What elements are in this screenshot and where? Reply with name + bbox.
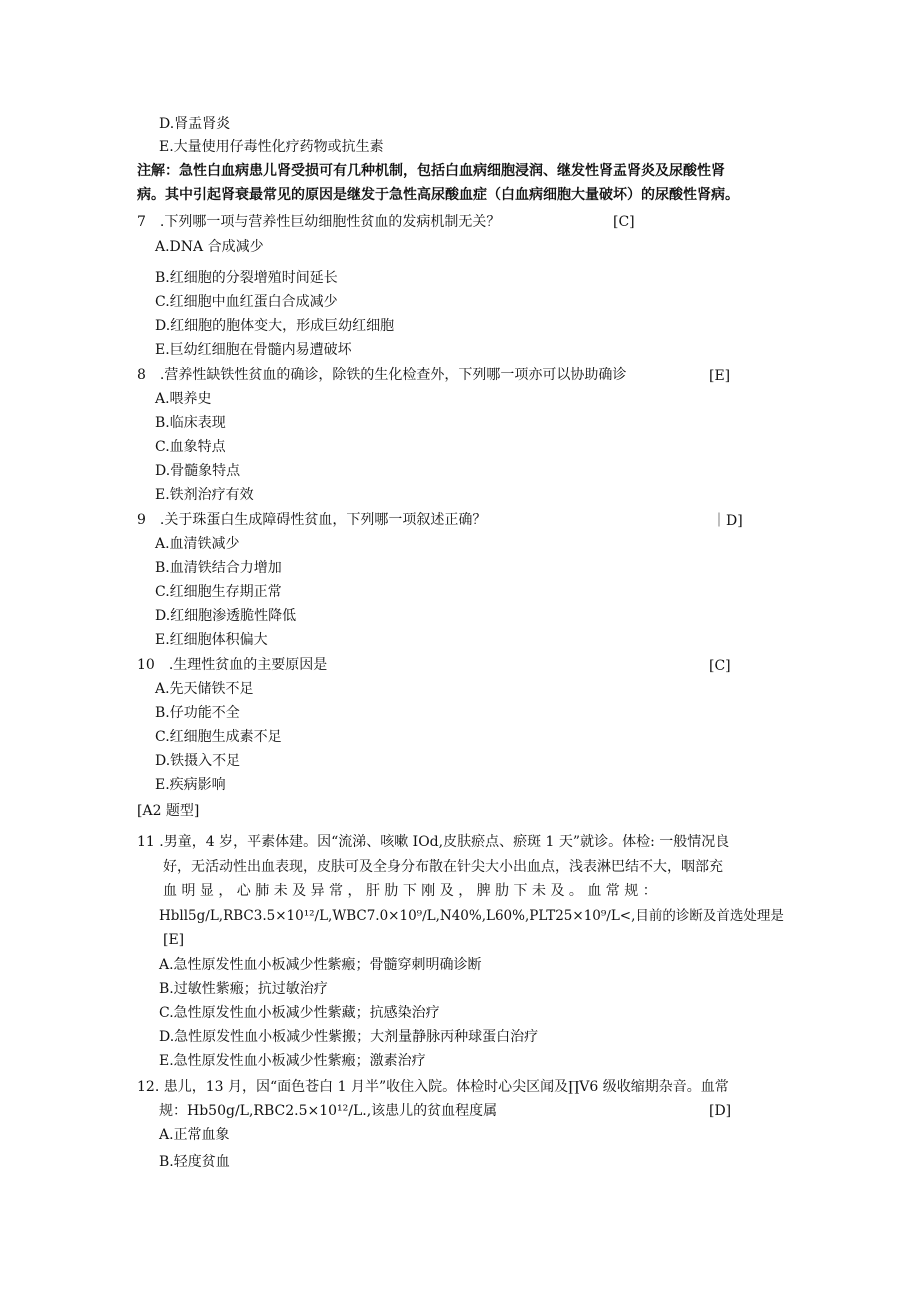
q10-option-a: A.先天储铁不足 [155,681,254,697]
prev-option-e: E.大量使用仔毒性化疗药物或抗生素 [159,139,384,155]
section-heading: [A2 题型] [137,803,200,819]
q11-option-d: D.急性原发性血小板减少性紫搬；大剂量静脉丙种球蛋白治疗 [159,1029,539,1045]
q9-option-a: A.血清铁减少 [155,536,240,552]
q10-answer: [C] [709,658,731,674]
q12-option-a: A.正常血象 [159,1127,230,1143]
q12-option-b: B.轻度贫血 [159,1154,230,1170]
q11-option-a: A.急性原发性血小板减少性紫瘢；骨髓穿刺明确诊断 [159,957,482,973]
q8-option-a: A.喂养史 [155,391,212,407]
q12-stem-line-2: 规：Hb50g∕L,RBC2.5×10¹²∕L.,该患儿的贫血程度属 [159,1103,498,1119]
q8-option-d: D.骨髓象特点 [155,463,241,479]
q7-option-b: B.红细胞的分裂增殖时间延长 [155,270,338,286]
q7-option-e: E.巨幼红细胞在骨髓内易遭破坏 [155,342,352,358]
q9-option-d: D.红细胞渗透脆性降低 [155,608,297,624]
q8-option-c: C.血象特点 [155,439,226,455]
prev-option-d: D.肾盂肾炎 [159,116,231,132]
q7-answer: [C] [613,214,635,230]
q11-stem-line-4: Hbll5g∕L,RBC3.5×10¹²∕L,WBC7.0×10⁹∕L,N40%,L60%,PLT25×10⁹∕L<,目前的诊断及首选处理是 [159,908,784,924]
q9-stem: 9 .关于珠蛋白生成障碍性贫血，下列哪一项叙述正确？ [137,512,487,528]
q11-answer: [E] [163,932,185,948]
q10-option-e: E.疾病影响 [155,777,226,793]
q11-option-e: E.急性原发性血小板减少性紫瘢；激素治疗 [159,1053,426,1069]
q10-stem: 10 .生理性贫血的主要原因是 [137,657,328,673]
q9-option-c: C.红细胞生存期正常 [155,584,282,600]
q11-stem-line-1: 11 .男童，4 岁，平素体建。因“流涕、咳嗽 IOd,皮肤瘀点、瘀斑 1 天”就诊。体检: 一般情况良 [137,834,730,850]
note-line-1: 注解：急性白血病患儿肾受损可有几种机制，包括白血病细胞浸润、继发性肾盂肾炎及尿酸性肾 [137,163,725,179]
q12-stem-line-1: 12. 患儿，13 月，因“面色苍白 1 月半”收住入院。体检时心尖区闻及∏V6 级收缩期杂音。血常 [137,1079,729,1095]
q10-option-c: C.红细胞生成素不足 [155,729,282,745]
q11-option-c: C.急性原发性血小板减少性紫藏；抗感染治疗 [159,1005,440,1021]
q11-option-b: B.过敏性紫瘢；抗过敏治疗 [159,981,328,997]
note-line-2: 病。其中引起肾衰最常见的原因是继发于急性高尿酸血症（白血病细胞大量破坏）的尿酸性肾病。 [137,187,739,203]
q11-stem-line-3: 血 明 显 ， 心 肺 未 及 异 常 ， 肝 肋 下 刚 及 ， 脾 肋 下 未 及 。 血 常 规 ： [163,883,657,899]
q9-option-b: B.血清铁结合力增加 [155,560,282,576]
q7-stem: 7 .下列哪一项与营养性巨幼细胞性贫血的发病机制无关？ [137,214,501,230]
q9-option-e: E.红细胞体积偏大 [155,632,268,648]
q7-option-a: A.DNA 合成减少 [155,239,264,255]
q10-option-d: D.铁摄入不足 [155,753,241,769]
q9-answer: ｜D] [712,513,743,529]
q8-answer: [E] [709,368,731,384]
q11-stem-line-2: 好，无活动性出血表现，皮肤可及全身分布散在针尖大小出血点，浅表淋巴结不大，咽部充 [163,859,723,875]
q12-answer: [D] [709,1103,732,1119]
q7-option-c: C.红细胞中血红蛋白合成减少 [155,294,338,310]
q8-stem: 8 .营养性缺铁性贫血的确诊，除铁的生化检查外，下列哪一项亦可以协助确诊 [137,367,627,383]
q8-option-e: E.铁剂治疗有效 [155,487,254,503]
q8-option-b: B.临床表现 [155,415,226,431]
q7-option-d: D.红细胞的胞体变大，形成巨幼红细胞 [155,318,395,334]
q10-option-b: B.仔功能不全 [155,705,240,721]
